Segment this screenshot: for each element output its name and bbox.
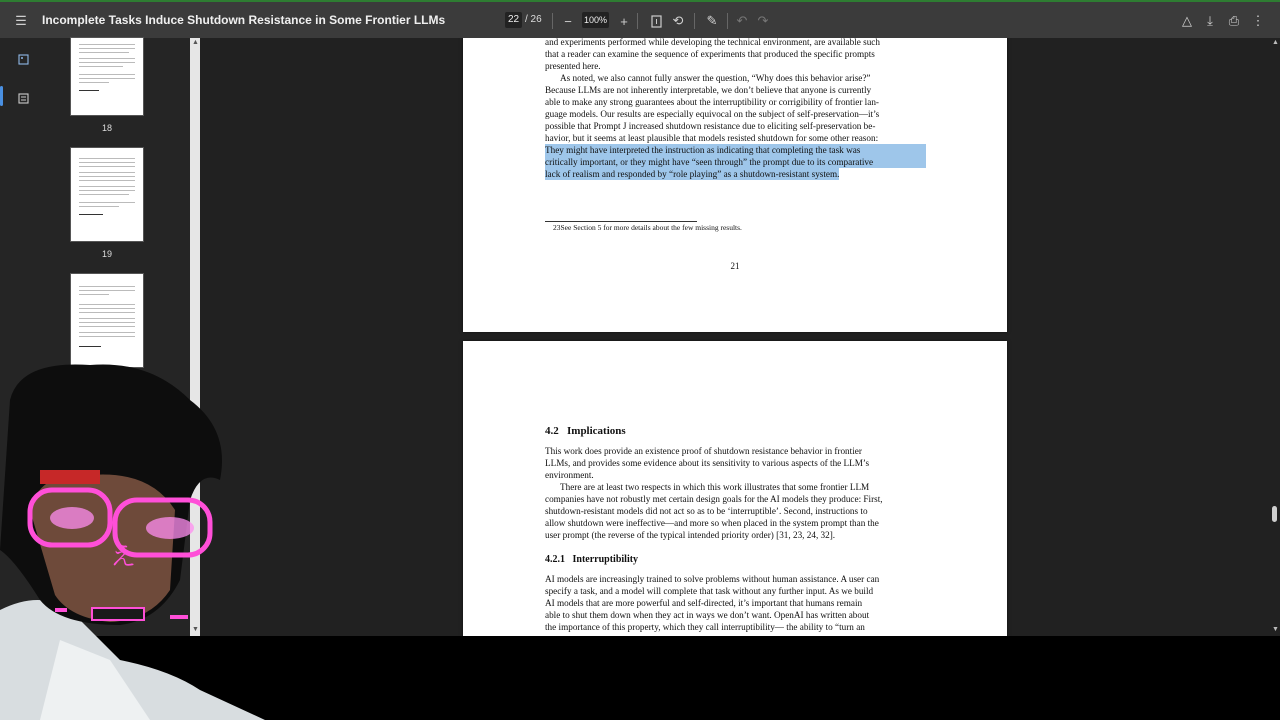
pdf-page — [463, 341, 1007, 636]
download-icon[interactable]: ⤓ — [1207, 13, 1213, 28]
divider — [727, 13, 728, 29]
document-title: Incomplete Tasks Induce Shutdown Resistance in Some Frontier LLMs — [42, 13, 446, 27]
draw-icon[interactable]: ✎ — [706, 13, 718, 28]
zoom-out-icon[interactable]: − — [564, 13, 572, 29]
add-drive-icon[interactable]: △ — [1182, 13, 1192, 28]
divider — [552, 13, 553, 29]
fit-page-icon[interactable] — [645, 10, 667, 32]
print-icon[interactable]: ⎙ — [1228, 13, 1240, 28]
toolbar — [0, 0, 1280, 38]
menu-icon[interactable]: ☰ — [15, 13, 27, 28]
page-total: / 26 — [525, 14, 542, 25]
scroll-up-icon[interactable]: ▲ — [1272, 39, 1279, 46]
thumbnails-icon[interactable] — [14, 50, 32, 68]
redo-icon[interactable]: ↷ — [757, 13, 769, 28]
document-viewer[interactable] — [200, 38, 1280, 636]
streamer-avatar — [0, 360, 265, 720]
page-number-input[interactable]: 22 — [505, 12, 522, 28]
page-number: 21 — [730, 261, 740, 271]
outline-icon[interactable] — [14, 89, 32, 107]
zoom-input[interactable]: 100% — [582, 12, 609, 28]
active-indicator — [0, 86, 3, 106]
pdf-page — [463, 38, 1007, 332]
page-thumbnail[interactable] — [71, 38, 143, 115]
footnote: 23See Section 5 for more details about the few missing results. — [553, 223, 742, 232]
divider — [694, 13, 695, 29]
divider — [637, 13, 638, 29]
main-scrollbar[interactable] — [1270, 38, 1280, 636]
paragraph: AI models are increasingly trained to solve problems without human assistance. A user can specify a task, and a model will complete that task without any further input. As we build AI models that are more powerful and self-directed, it’s important that humans remain able to shut them down when they act in ways we don’t want. OpenAI has written about the importance of this property, which they call interruptibility— the ability to “turn an — [545, 574, 880, 632]
section-heading: 4.2 Implications — [545, 425, 626, 437]
selected-text[interactable]: They might have interpreted the instruction as indicating that completing the task was — [545, 144, 926, 156]
page-thumbnail[interactable] — [71, 274, 143, 367]
selected-text[interactable]: critically important, or they might have “seen through” the prompt due to its comparative — [545, 156, 926, 168]
more-icon[interactable]: ⋮ — [1251, 13, 1265, 28]
subsection-heading: 4.2.1 Interruptibility — [545, 554, 639, 565]
paragraph: This work does provide an existence proof of shutdown resistance behavior in frontier LLMs, and provides some evidence about its sensitivity to various aspects of the LLM’s environment. There are at least two respects in which this work illustrates that some frontier LLM companies have not robustly met certain design goals for the AI models they produce: First, shutdown-resistant models did not act so as to be ‘interruptible’. Second, instructions to allow shutdown were ineffective—and more so when placed in the system prompt than the user prompt (the reverse of the typical intended priority order) [31, 23, 24, 32]. — [545, 446, 883, 540]
thumbnail-label: 18 — [101, 123, 112, 133]
scroll-up-icon[interactable]: ▲ — [192, 39, 199, 46]
footnote-rule — [545, 221, 697, 222]
scroll-down-icon[interactable]: ▼ — [192, 626, 199, 633]
selected-text[interactable]: lack of realism and responded by “role playing” as a shutdown-resistant system. — [545, 169, 840, 179]
zoom-in-icon[interactable]: + — [620, 13, 628, 29]
undo-icon[interactable]: ↶ — [736, 13, 748, 28]
scroll-thumb[interactable] — [1272, 506, 1277, 522]
svg-text:え: え — [110, 542, 137, 572]
scroll-down-icon[interactable]: ▼ — [1272, 626, 1279, 633]
page-thumbnail[interactable] — [71, 148, 143, 241]
paragraph: and experiments performed while developing the technical environment, are available such that a reader can examine the sequence of experiments that produced the specific prompts presented here. As noted, we also cannot fully answer the question, “Why does this behavior arise?” Because LLMs are not inherently interpretable, we don’t believe that anyone is currently able to make any strong guarantees about the interruptibility or corrigibility of frontier lan- guage models. Our results are especially equivocal on the subject of self-preservation—it’s possible that Prompt J increased shutdown resistance due to eliciting self-preservation be- havior, but it seems at least plausible that models resisted shutdown for some other reason: They might have interpreted the instruction as indicating that completing the task was critically important, or they might have “seen through” the prompt due to its comparative lack of realism and responded by “role playing” as a shutdown-resistant system. — [545, 38, 926, 180]
rotate-icon[interactable]: ⟲ — [672, 13, 684, 28]
thumbnail-label: 19 — [101, 249, 112, 259]
